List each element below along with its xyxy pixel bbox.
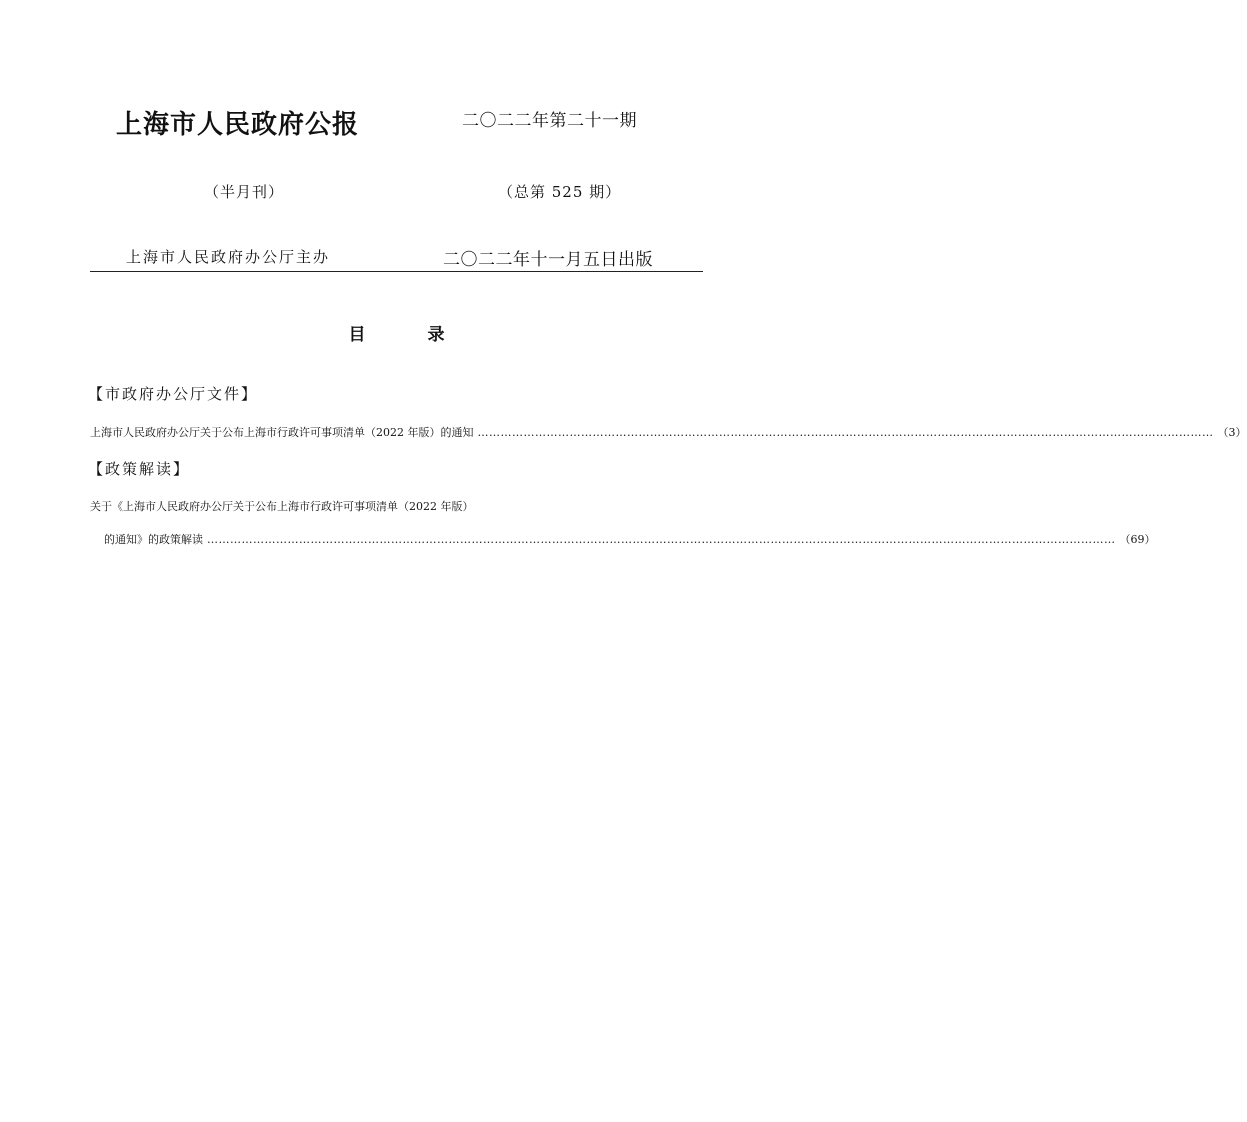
toc-entry-title: 关于《上海市人民政府办公厅关于公布上海市行政许可事项清单（2022 年版） [90, 500, 474, 513]
publication-date: 二〇二二年十一月五日出版 [443, 250, 653, 270]
section-heading-policy-interpretation: 【政策解读】 [88, 460, 191, 478]
toc-title-right: 录 [427, 325, 445, 345]
leader-dots: ………………………………………………………………………………………………………………………………………………………………………………………………………………… [207, 533, 1116, 546]
publication-frequency: （半月刊） [204, 183, 285, 201]
total-issue-number: （总第 525 期） [498, 183, 622, 201]
toc-entry-title: 上海市人民政府办公厅关于公布上海市行政许可事项清单（2022 年版）的通知 [90, 426, 474, 439]
leader-dots: ………………………………………………………………………………………………………………………………………………………………………… [477, 426, 1214, 439]
toc-entry-page: （3） [1217, 426, 1247, 439]
toc-entry-page: （69） [1119, 533, 1156, 546]
header-divider [90, 271, 703, 272]
toc-entry-line1[interactable] [90, 498, 703, 514]
toc-entry-line2[interactable] [104, 531, 1156, 547]
toc-entry[interactable] [90, 424, 1247, 440]
section-heading-office-documents: 【市政府办公厅文件】 [88, 385, 259, 403]
toc-title-left: 目 [348, 325, 366, 345]
issue-number: 二〇二二年第二十一期 [462, 111, 637, 131]
gazette-title: 上海市人民政府公报 [116, 110, 360, 140]
toc-entry-title-continued: 的通知》的政策解读 [104, 533, 203, 546]
sponsor-line: 上海市人民政府办公厅主办 [126, 248, 331, 266]
toc-title [0, 320, 793, 345]
